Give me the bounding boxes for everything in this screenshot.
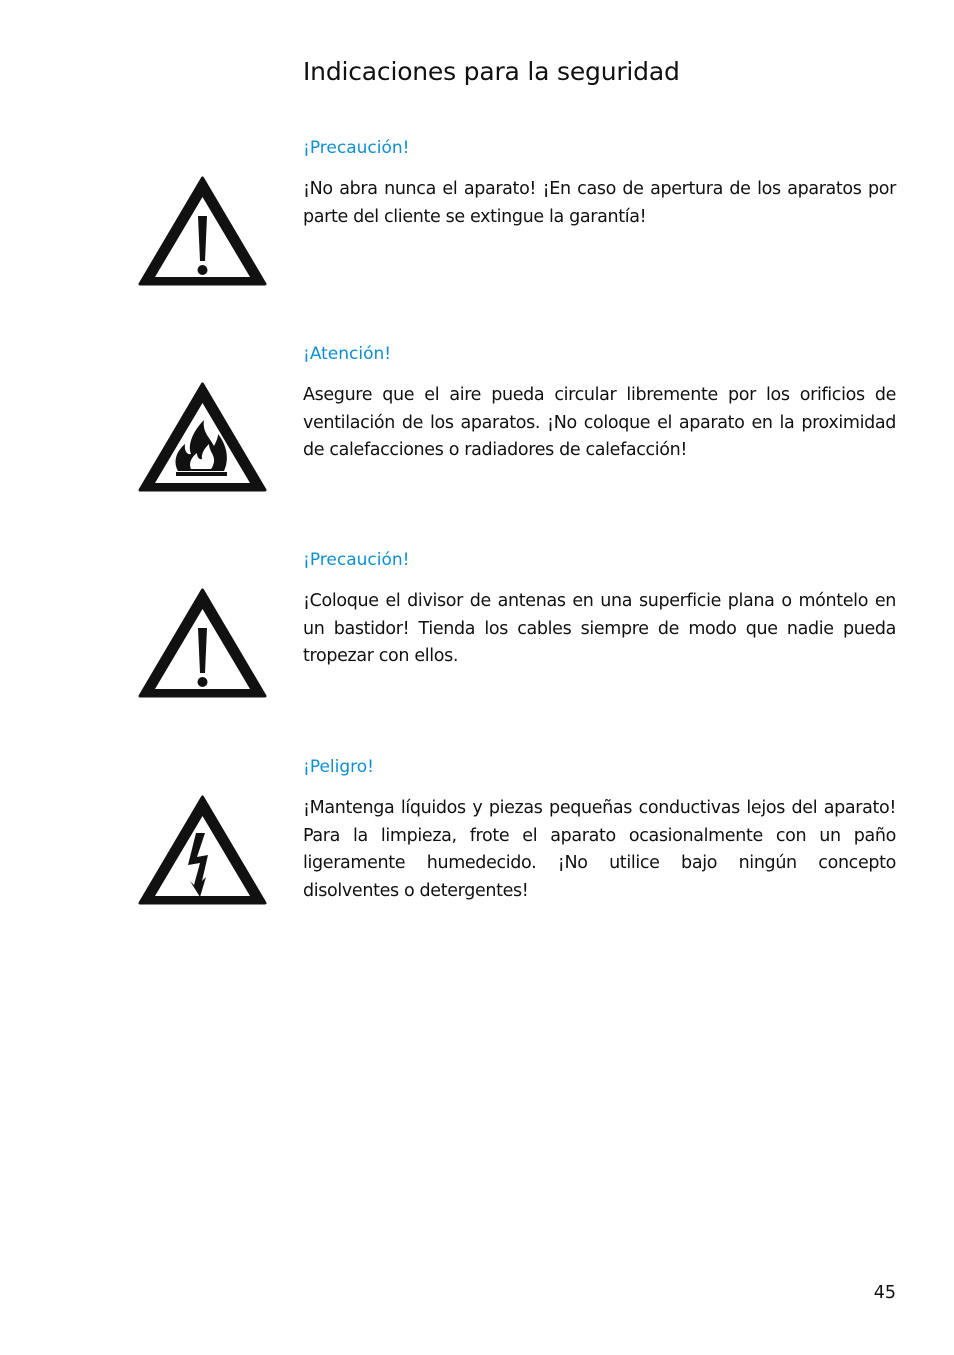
- section-heading: ¡Precaución!: [303, 138, 410, 158]
- page-title: Indicaciones para la seguridad: [303, 57, 680, 86]
- section-heading: ¡Precaución!: [303, 550, 410, 570]
- page-number: 45: [873, 1283, 896, 1303]
- section-body: Asegure que el aire pueda circular libremente por los orificios de ventilación de los aparatos. ¡No coloque el aparato en la proximidad de calefacciones o radiadores de calefacción!: [303, 385, 896, 460]
- section-body: ¡Coloque el divisor de antenas en una superficie plana o móntelo en un bastidor! Tienda los cables siempre de modo que nadie pueda tropezar con ellos.: [303, 591, 896, 666]
- fire-warning-icon: [138, 382, 267, 493]
- exclamation-warning-icon: [138, 176, 267, 287]
- exclamation-warning-icon: [138, 588, 267, 699]
- section-body: ¡No abra nunca el aparato! ¡En caso de apertura de los aparatos por parte del cliente se extingue la garantía!: [303, 179, 896, 227]
- section-heading: ¡Peligro!: [303, 757, 374, 777]
- section-body: ¡Mantenga líquidos y piezas pequeñas conductivas lejos del aparato! Para la limpieza, frote el aparato ocasionalmente con un paño ligeramente humedecido. ¡No utilice bajo ningún concepto disolventes o detergentes!: [303, 798, 896, 901]
- section-heading: ¡Atención!: [303, 344, 392, 364]
- electric-shock-warning-icon: [138, 795, 267, 906]
